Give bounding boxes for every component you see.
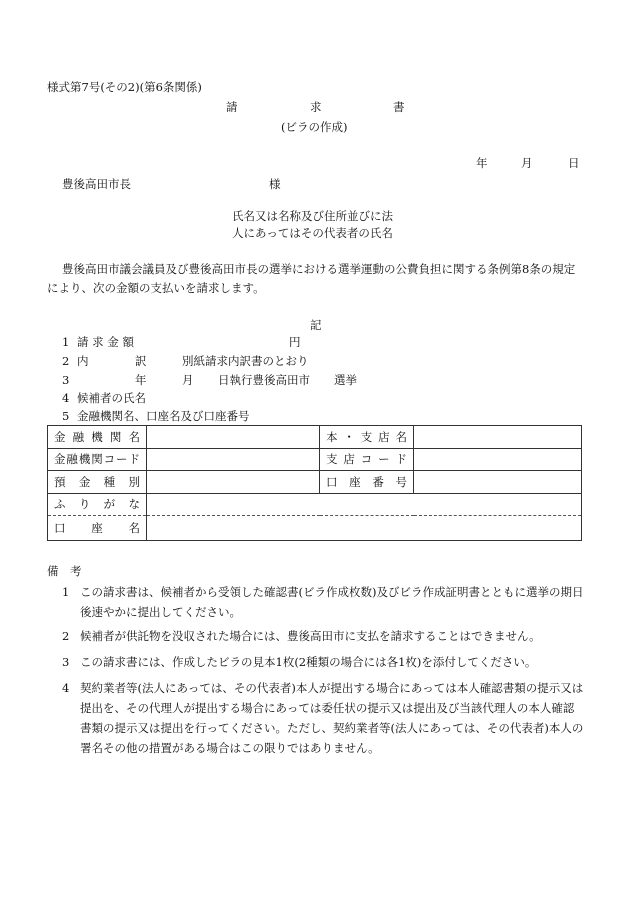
table-row bbox=[48, 493, 582, 516]
remark-4-text: 契約業者等(法人にあっては、その代表者)本人が提出する場合にあっては本人確認書類の提示又は提出を、その代理人が提出する場合にあっては委任状の提示又は提出及び当該代理人の本人確認書類の提示又は提出を行ってください。ただし、契約業者等(法人にあっては、その代表者)本人の署名その他の措置がある場合はこの限りではありません。 bbox=[80, 681, 584, 755]
furigana-label-text: ふ り が な bbox=[54, 497, 140, 512]
form-number: 様式第7号(その2)(第6条関係) bbox=[47, 80, 202, 94]
item-4-label: 候補者の氏名 bbox=[77, 391, 146, 405]
applicant-line-1: 氏名又は名称及び住所並びに法 bbox=[232, 209, 393, 223]
account-number-label bbox=[320, 471, 414, 494]
date-year: 年 bbox=[476, 156, 488, 170]
branch-name-label-text: 本 ・ 支 店 名 bbox=[326, 429, 407, 444]
addressee-honorific: 様 bbox=[269, 177, 281, 191]
item-3-election: 選挙 bbox=[334, 373, 357, 387]
item-1-label: 請 求 金 額 bbox=[77, 335, 134, 349]
furigana-label bbox=[48, 493, 147, 516]
item-2-number: 2 bbox=[62, 354, 70, 368]
remark-2-text: 候補者が供託物を没収された場合には、豊後高田市に支払を請求することはできません。 bbox=[80, 629, 541, 643]
branch-name-label bbox=[320, 426, 414, 449]
branch-code-label-text: 支 店 コ ー ド bbox=[326, 452, 407, 467]
deposit-type-label-text: 預 金 種 別 bbox=[54, 474, 140, 489]
deposit-type-label bbox=[48, 471, 147, 494]
ki-heading: 記 bbox=[310, 318, 322, 332]
account-name-label-text: 口 座 名 bbox=[54, 521, 140, 535]
title-char-1: 請 bbox=[226, 100, 238, 114]
item-3-year: 年 bbox=[135, 373, 147, 387]
bank-code-label bbox=[48, 448, 147, 471]
furigana-field[interactable] bbox=[147, 493, 582, 516]
date-month: 月 bbox=[521, 156, 533, 170]
item-1-number: 1 bbox=[62, 335, 70, 349]
addressee-name: 豊後高田市長 bbox=[62, 177, 131, 191]
item-2-value: 別紙請求内訳書のとおり bbox=[182, 354, 309, 368]
remark-4-number: 4 bbox=[62, 681, 70, 695]
item-3-text: 日執行豊後高田市 bbox=[218, 373, 310, 387]
item-1-value: 円 bbox=[289, 335, 301, 349]
remark-1-text: この請求書は、候補者から受領した確認書(ビラ作成枚数)及びビラ作成証明書とともに選挙の期日後速やかに提出してください。 bbox=[80, 585, 584, 619]
body-line-2: により、次の金額の支払いを請求します。 bbox=[47, 281, 265, 295]
table-row bbox=[48, 516, 582, 541]
remarks-title: 備 考 bbox=[47, 564, 82, 578]
table-row bbox=[48, 448, 582, 471]
account-name-label bbox=[48, 516, 147, 541]
applicant-line-2: 人にあってはその代表者の氏名 bbox=[232, 226, 393, 240]
bank-name-label bbox=[48, 426, 147, 449]
item-2-label: 内 bbox=[77, 354, 89, 368]
body-line-1: 豊後高田市議会議員及び豊後高田市長の選挙における選挙運動の公費負担に関する条例第8条の規定 bbox=[62, 262, 576, 276]
branch-name-field[interactable] bbox=[414, 426, 582, 449]
remark-2-number: 2 bbox=[62, 629, 70, 643]
account-number-label-text: 口 座 番 号 bbox=[326, 474, 407, 489]
item-4-number: 4 bbox=[62, 391, 70, 405]
bank-code-label-text: 金 融 機 関 コ ー ド bbox=[54, 452, 140, 467]
title-char-3: 書 bbox=[393, 100, 405, 114]
date-day: 日 bbox=[568, 156, 580, 170]
bank-account-table bbox=[47, 425, 582, 541]
subtitle: (ビラの作成) bbox=[281, 120, 348, 134]
table-row bbox=[48, 426, 582, 449]
remark-1-number: 1 bbox=[62, 585, 70, 599]
account-name-field[interactable] bbox=[147, 516, 582, 541]
bank-code-field[interactable] bbox=[147, 448, 320, 471]
item-3-month: 月 bbox=[182, 373, 194, 387]
remark-3-text: この請求書には、作成したビラの見本1枚(2種類の場合には各1枚)を添付してください。 bbox=[80, 655, 537, 669]
branch-code-field[interactable] bbox=[414, 448, 582, 471]
item-2-label-2: 訳 bbox=[135, 354, 147, 368]
item-3-number: 3 bbox=[62, 373, 70, 387]
deposit-type-field[interactable] bbox=[147, 471, 320, 494]
table-row bbox=[48, 471, 582, 494]
remark-3-number: 3 bbox=[62, 655, 70, 669]
item-5-label: 金融機関名、口座名及び口座番号 bbox=[77, 409, 250, 423]
bank-name-label-text: 金 融 機 関 名 bbox=[54, 429, 140, 444]
item-5-number: 5 bbox=[62, 409, 70, 423]
bank-name-field[interactable] bbox=[147, 426, 320, 449]
account-number-field[interactable] bbox=[414, 471, 582, 494]
branch-code-label bbox=[320, 448, 414, 471]
title-char-2: 求 bbox=[310, 100, 322, 114]
